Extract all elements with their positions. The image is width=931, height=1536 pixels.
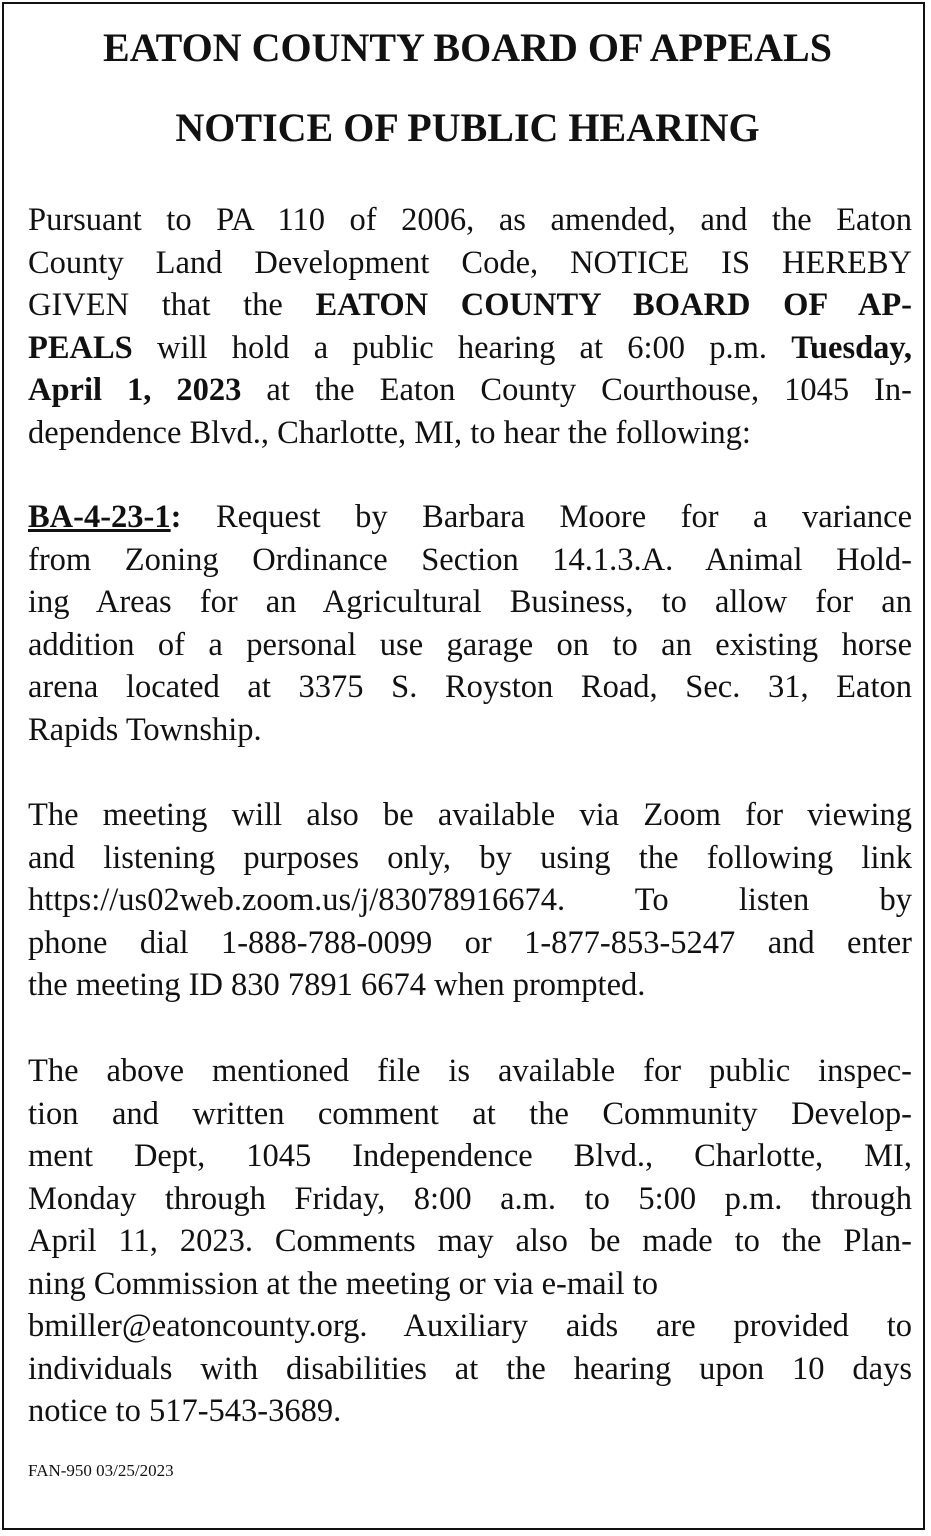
hearing-day-bold: Tuesday,	[791, 329, 912, 366]
public-inspection-paragraph	[28, 1050, 912, 1433]
zoom-link-line: https://us02web.zoom.us/j/83078916674. To listen by	[28, 882, 912, 918]
hearing-announcement-paragraph	[28, 199, 912, 454]
paragraph-line: The above mentioned file is available for public inspec-	[28, 1053, 912, 1089]
paragraph-line	[28, 327, 912, 370]
paragraph-text: at the Eaton County Courthouse, 1045 In-	[241, 372, 913, 408]
publication-code: FAN-950 03/25/2023	[28, 1461, 174, 1480]
paragraph-line: and listening purposes only, by using the following link	[28, 839, 912, 876]
paragraph-line: April 11, 2023. Comments may also be made to the Plan-	[28, 1223, 912, 1259]
zoom-info-paragraph	[28, 794, 912, 1007]
email-line: bmiller@eatoncounty.org. Auxiliary aids are provided to	[28, 1308, 912, 1344]
legal-notice-frame	[2, 2, 925, 1530]
notice-subtitle: NOTICE OF PUBLIC HEARING	[175, 105, 760, 150]
paragraph-line: ment Dept, 1045 Independence Blvd., Charlotte, MI,	[28, 1138, 912, 1174]
paragraph-line: The meeting will also be available via Zoom for viewing	[28, 797, 912, 833]
notice-title: EATON COUNTY BOARD OF APPEALS	[103, 25, 832, 70]
paragraph-line: ning Commission at the meeting or via e-mail to	[28, 1265, 659, 1302]
paragraph-line: notice to 517-543-3689.	[28, 1393, 342, 1429]
paragraph-line: Monday through Friday, 8:00 a.m. to 5:00 p.m. through	[28, 1180, 912, 1217]
paragraph-text: will hold a public hearing at 6:00 p.m.	[132, 329, 792, 366]
paragraph-line	[28, 496, 912, 539]
paragraph-line: individuals with disabilities at the hearing upon 10 days	[28, 1350, 912, 1387]
paragraph-line: Pursuant to PA 110 of 2006, as amended, and the Eaton	[28, 202, 912, 238]
meeting-id-line: the meeting ID 830 7891 6674 when prompted.	[28, 967, 646, 1003]
phone-numbers-line: phone dial 1-888-788-0099 or 1-877-853-5247 and enter	[28, 924, 912, 961]
paragraph-line: dependence Blvd., Charlotte, MI, to hear the following:	[28, 414, 751, 451]
paragraph-line: addition of a personal use garage on to an existing horse	[28, 626, 912, 663]
case-id-colon: :	[170, 499, 182, 535]
paragraph-line	[28, 284, 912, 327]
variance-request-paragraph	[28, 496, 912, 751]
paragraph-line: arena located at 3375 S. Royston Road, Sec. 31, Eaton	[28, 669, 912, 705]
paragraph-text: Request by Barbara Moore for a variance	[181, 499, 912, 535]
paragraph-line: from Zoning Ordinance Section 14.1.3.A. Animal Hold-	[28, 541, 912, 578]
hearing-date-bold: April 1, 2023	[28, 372, 242, 408]
paragraph-line: Rapids Township.	[28, 711, 262, 748]
board-name-bold: EATON COUNTY BOARD OF AP-	[315, 287, 913, 323]
paragraph-line: tion and written comment at the Community Develop-	[28, 1095, 912, 1132]
board-name-bold: PEALS	[28, 329, 133, 366]
case-id: BA-4-23-1	[28, 499, 171, 535]
paragraph-line: ing Areas for an Agricultural Business, to allow for an	[28, 584, 912, 620]
paragraph-line	[28, 369, 912, 412]
paragraph-text: GIVEN that the	[28, 287, 316, 323]
paragraph-line: County Land Development Code, NOTICE IS HEREBY	[28, 244, 912, 281]
